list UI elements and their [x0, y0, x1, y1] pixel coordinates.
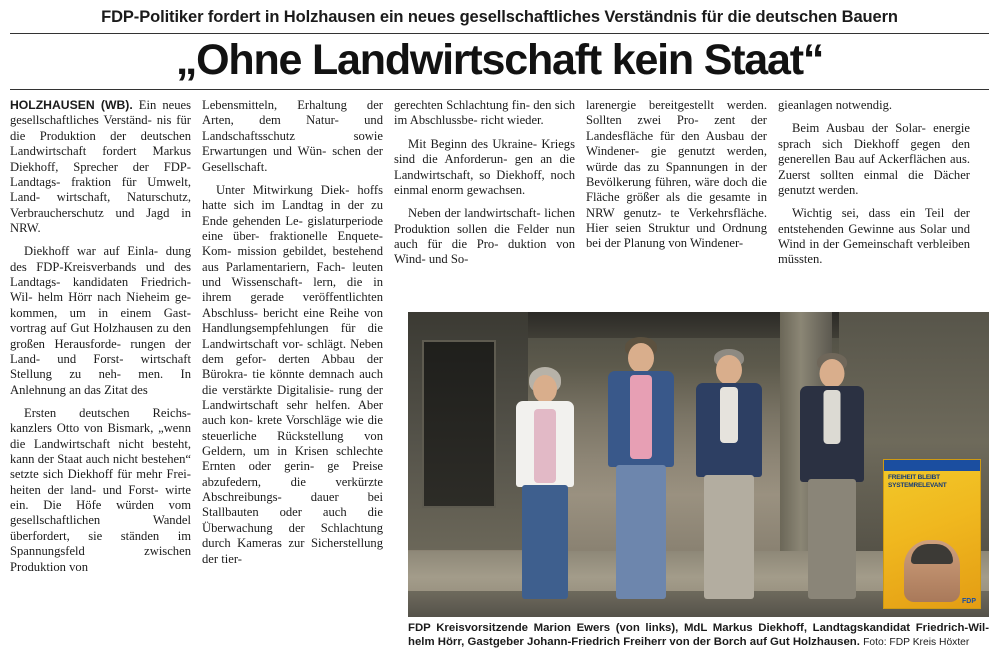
- photo-image: [408, 312, 989, 617]
- article-photo: [408, 312, 989, 617]
- photo-person-head: [628, 343, 654, 373]
- campaign-poster: [883, 459, 981, 609]
- photo-person-legs: [522, 485, 568, 599]
- photo-person-head: [533, 375, 557, 403]
- photo-caption: [408, 622, 989, 650]
- paragraph: Ersten deutschen Reichs- kanzlers Otto von Bismark, „wenn die Landwirtschaft nicht besteht, kann der Staat auch nicht bestehen“ setzte sich Diekhoff für mehr Frei- heiten der land- und Forst- wirte ein. Die Höfe würden vom gesellschaftlichen Wandel überfordert, sie ständen im Spannungsfeld zwischen Produktion von: [10, 405, 191, 574]
- photo-person-head: [716, 355, 742, 385]
- paragraph: Wichtig sei, dass ein Teil der entstehenden Gewinne aus Solar und Wind in der Gemeinschaft verbleiben müssten.: [778, 206, 970, 267]
- paragraph-text: Ein neues gesellschaftliches Verständ- nis für die Produktion der deutschen Landwirtschaft fordert Markus Diekhoff, Sprecher der FDP-Landtags- fraktion für Umwelt, Land- wirtschaft, Naturschutz, Verbraucherschutz und Jagd in NRW.: [10, 98, 192, 235]
- paragraph: Mit Beginn des Ukraine- Kriegs sind die Anforderun- gen an die Landwirtschaft, so Diekhoff, noch einmal enorm gewachsen.: [394, 136, 575, 197]
- dateline: HOLZHAUSEN (WB).: [10, 98, 133, 113]
- poster-portrait: [904, 540, 960, 602]
- photo-doorway: [422, 340, 496, 508]
- photo-person-shirt: [720, 387, 738, 443]
- article-kicker: FDP-Politiker fordert in Holzhausen ein neues gesellschaftliches Verständnis für die deutschen Bauern: [101, 8, 898, 26]
- paragraph: Neben der landwirtschaft- lichen Produktion sollen die Felder nun auch für die Pro- duktion von Wind- und So-: [394, 206, 575, 267]
- poster-top-band: [884, 460, 980, 471]
- photo-person-4: [790, 353, 874, 599]
- photo-person-1: [508, 367, 582, 599]
- paragraph: Beim Ausbau der Solar- energie sprach sich Diekhoff gegen den generellen Bau auf Ackerflächen aus. Zuerst sollten einmal die Dächer genutzt werden.: [778, 121, 970, 197]
- photo-person-legs: [704, 475, 754, 599]
- poster-slogan: FREIHEIT BLEIBT SYSTEMRELEVANT: [888, 474, 947, 489]
- photo-person-2: [598, 337, 684, 599]
- caption-text: FDP Kreisvorsitzende Marion Ewers (von links), MdL Markus Diekhoff, Landtagskandidat Friedrich-Wil- helm Hörr, Gastgeber Johann-Friedrich Freiherr von der Borch auf Gut Holzhausen.: [408, 622, 989, 648]
- photo-person-shirt: [630, 375, 652, 459]
- photo-person-3: [686, 349, 772, 599]
- poster-logo: FDP: [962, 598, 976, 605]
- paragraph: Unter Mitwirkung Diek- hoffs hatte sich im Landtag in der zu Ende gehenden Le- gislaturperiode eine über- fraktionelle Enquete-Kom- mission gebildet, bestehend aus Parlamentariern, Fach- leuten und Wissenschaft- lern, die in ihrem gerade veröffentlichten Abschluss- bericht eine Reihe von Handlungsempfehlungen für die Landwirtschaft vor- schlägt. Neben dem gefor- derten Abbau der Bürokra- tie könnte demnach auch die verstärkte Digitalisie- rung der Landwirtschaft sehr helfen. Aber auch kon- krete Vorschläge wie die steuerliche Rückstellung von Geldern, um in Krisen schlechte Ernten oder gerin- ge Preise abzufedern, die verkürzte Abschreibungs- dauer bei Stallbauten oder auch die Überwachung der Schlachtung durch Kameras zur Sicherstellung der tier-: [202, 182, 383, 566]
- paragraph: gieanlagen notwendig.: [778, 98, 893, 113]
- paragraph: Diekhoff war auf Einla- dung des FDP-Kreisverbands und des Landtags- kandidaten Friedrich-Wil- helm Hörr nach Nieheim ge- kommen, um in einem Gast- vortrag auf Gut Holzhausen zu den großen Herausforde- rungen der Land- und Forst- wirtschaft Stellung zu neh- men. In Anlehnung an das Zitat des: [10, 244, 191, 397]
- column-2: [202, 98, 394, 567]
- photo-person-legs: [616, 465, 666, 599]
- column-3: [394, 98, 586, 268]
- paragraph: gerechten Schlachtung fin- den sich im Abschlussbe- richt wieder.: [394, 98, 575, 128]
- article-headline: „Ohne Landwirtschaft kein Staat“: [175, 35, 824, 84]
- photo-person-head: [820, 359, 845, 388]
- paragraph: Lebensmitteln, Erhaltung der Arten, dem Natur- und Landschaftsschutz sowie Erwartungen und Wün- schen der Gesellschaft.: [202, 98, 383, 174]
- photo-person-legs: [808, 479, 856, 599]
- paragraph: larenergie bereitgestellt werden. Sollten zwei Pro- zent der Landesfläche für den Ausbau der Windener- gie genutzt werden, würde das zu Spannungen in der Bevölkerung führen, wäre doch die Fläche größer als die gesamte in NRW genutz- te Verkehrsfläche. Hier seien Struktur und Ordnung bei der Planung von Windener-: [586, 98, 767, 251]
- column-5: [778, 98, 970, 268]
- rule-under-headline: [10, 89, 989, 90]
- column-1: [10, 98, 202, 575]
- photo-person-shirt: [824, 390, 841, 444]
- column-4: [586, 98, 778, 252]
- rule-top: [10, 33, 989, 34]
- photo-person-shirt: [534, 409, 556, 483]
- photo-credit: Foto: FDP Kreis Höxter: [863, 636, 970, 648]
- paragraph: [10, 98, 191, 236]
